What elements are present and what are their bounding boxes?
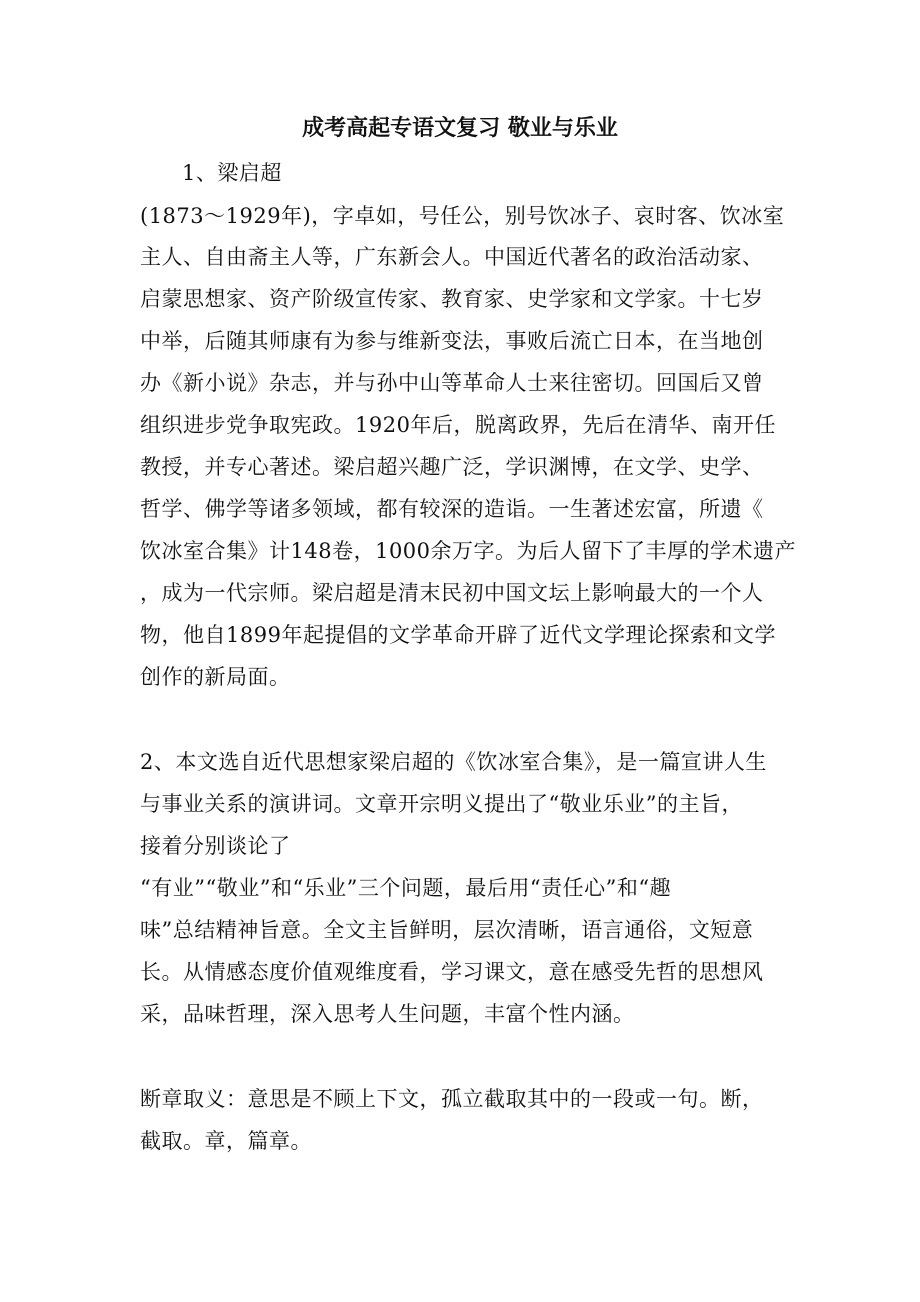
- section3-line: 截取。章，篇章。: [140, 1129, 312, 1153]
- section1-line: 哲学、佛学等诸多领域，都有较深的造诣。一生著述宏富，所遗《: [140, 497, 764, 521]
- section1-line: 主人、自由斋主人等，广东新会人。中国近代著名的政治活动家、: [140, 245, 764, 269]
- document-title: 成考高起专语文复习 敬业与乐业: [302, 116, 618, 141]
- section2-line: 接着分别谈论了: [140, 834, 291, 858]
- section2-line: 采，品味哲理，深入思考人生问题，丰富个性内涵。: [140, 1002, 635, 1026]
- section1-line: 饮冰室合集》计148卷，1000余万字。为后人留下了丰厚的学术遗产: [140, 539, 797, 563]
- section2-line: “有业”“敬业”和“乐业”三个问题，最后用“责任心”和“趣: [140, 876, 672, 900]
- section2-line: 2、本文选自近代思想家梁启超的《饮冰室合集》，是一篇宣讲人生: [140, 750, 767, 774]
- section1-line: 教授，并专心著述。梁启超兴趣广泛，学识渊博，在文学、史学、: [140, 455, 764, 479]
- section3-line: 断章取义：意思是不顾上下文，孤立截取其中的一段或一句。断，: [140, 1087, 764, 1111]
- section1-line: 物，他自1899年起提倡的文学革命开辟了近代文学理论探索和文学: [140, 623, 776, 647]
- section2-line: 与事业关系的演讲词。文章开宗明义提出了“敬业乐业”的主旨，: [140, 792, 743, 816]
- section1-line: 中举，后随其师康有为参与维新变法，事败后流亡日本，在当地创: [140, 329, 764, 353]
- section1-line: 组织进步党争取宪政。1920年后，脱离政界，先后在清华、南开任: [140, 413, 776, 437]
- section1-line: 创作的新局面。: [140, 665, 291, 689]
- section1-line: ，成为一代宗师。梁启超是清末民初中国文坛上影响最大的一个人: [140, 581, 764, 605]
- section1-line: 启蒙思想家、资产阶级宣传家、教育家、史学家和文学家。十七岁: [140, 287, 764, 311]
- section2-line: 味”总结精神旨意。全文主旨鲜明，层次清晰，语言通俗，文短意: [140, 918, 754, 942]
- section1-line: 办《新小说》杂志，并与孙中山等革命人士来往密切。回国后又曾: [140, 371, 764, 395]
- section2-line: 长。从情感态度价值观维度看，学习课文，意在感受先哲的思想风: [140, 960, 764, 984]
- section1-line: (1873～1929年)，字卓如，号任公，别号饮冰子、哀时客、饮冰室: [140, 204, 785, 228]
- section1-heading: 1、梁启超: [182, 161, 282, 185]
